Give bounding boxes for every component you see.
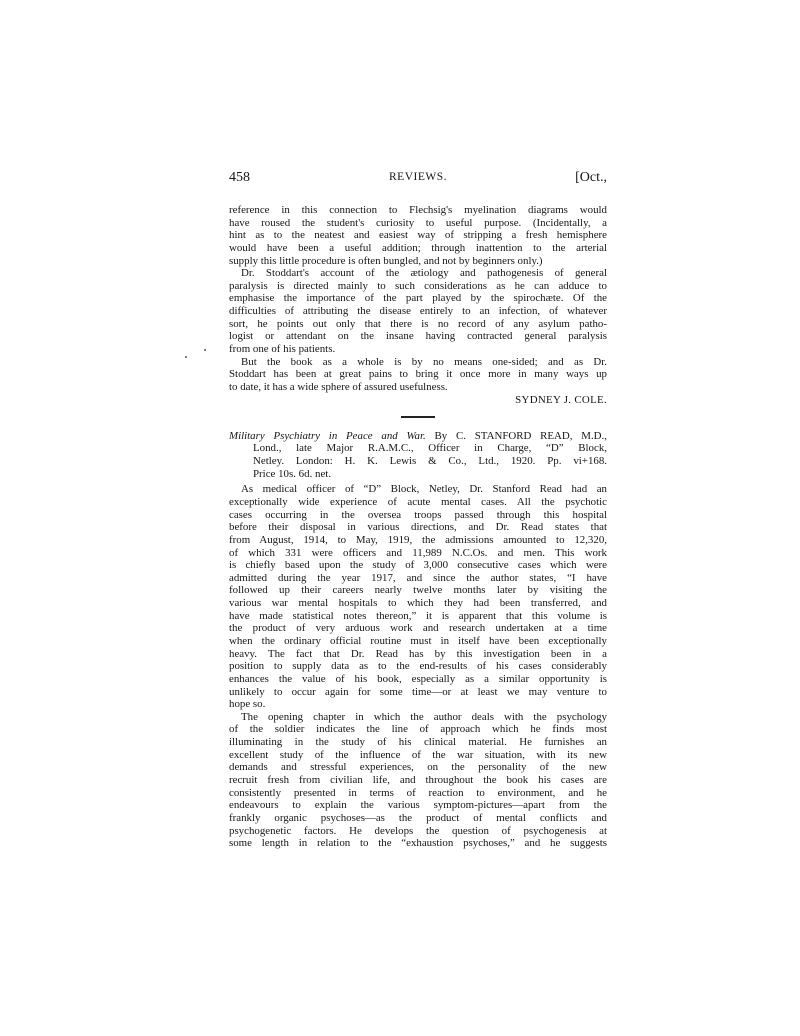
text-line: The opening chapter in which the author deals with the psychology	[241, 710, 607, 723]
text-line: paralysis is directed mainly to such considerations as he can adduce to	[229, 279, 607, 292]
text-line: cases occurring in the oversea troops passed through this hospital	[229, 508, 607, 521]
text-line: is chiefly based upon the study of 3,000 consecutive cases which were	[229, 559, 607, 572]
text-line: admitted during the year 1917, and since the author states, “I have	[229, 571, 607, 584]
text-line: As medical officer of “D” Block, Netley, Dr. Stanford Read had an	[241, 483, 607, 496]
text-line: of the soldier indicates the line of approach which he finds most	[229, 723, 607, 736]
citation-line: Netley. London: H. K. Lewis & Co., Ltd., 1920. Pp. vi+168.	[253, 455, 607, 468]
text-line: enhances the value of his book, especially as a similar opportunity is	[229, 672, 607, 685]
text-line: consistently presented in terms of reaction to environment, and he	[229, 786, 607, 799]
text-line: position to supply data as to the end-results of his cases considerably	[229, 660, 607, 673]
text-line: exceptionally wide experience of acute mental cases. All the psychotic	[229, 495, 607, 508]
citation-line: Price 10s. 6d. net.	[253, 467, 332, 480]
text-line: recruit fresh from civilian life, and throughout the book his cases are	[229, 774, 607, 787]
text-line: Dr. Stoddart's account of the ætiology and pathogenesis of general	[241, 267, 607, 280]
text-line: logist or attendant on the insane having contracted general paralysis	[229, 330, 607, 343]
margin-speck	[204, 349, 206, 351]
text-line: from one of his patients.	[229, 343, 336, 356]
text-line: frankly organic psychoses—as the product of mental conflicts and	[229, 811, 607, 824]
issue-label: [Oct.,	[575, 170, 607, 185]
text-line: from August, 1914, to May, 1919, the admissions amounted to 12,320,	[229, 533, 607, 546]
text-line: have made statistical notes thereon,” it is apparent that this volume is	[229, 609, 607, 622]
section-divider	[401, 416, 435, 418]
text-line: illuminating in the study of his clinical material. He furnishes an	[229, 736, 607, 749]
text-line: hint as to the neatest and easiest way of stripping a fresh hemisphere	[229, 229, 607, 242]
text-line: excellent study of the influence of the war situation, with its new	[229, 748, 607, 761]
citation-author: By C. STANFORD READ, M.D.,	[434, 429, 607, 442]
section-title: REVIEWS.	[389, 171, 447, 183]
text-line: unlikely to occur again for some time—or at least we may venture to	[229, 685, 607, 698]
running-head	[229, 170, 607, 192]
reviewer-signature: SYDNEY J. COLE.	[515, 393, 607, 406]
text-line: when the ordinary official routine must in itself have been exceptionally	[229, 635, 607, 647]
text-line: demands and stressful experiences, on the personality of the new	[229, 761, 607, 774]
citation-line: Lond., late Major R.A.M.C., Officer in Charge, “D” Block,	[253, 442, 607, 455]
text-line: hope so.	[229, 698, 266, 711]
text-line: some length in relation to the “exhaustion psychoses,” and he suggests	[229, 837, 607, 850]
text-line: to date, it has a wide sphere of assured usefulness.	[229, 380, 448, 393]
text-line: But the book as a whole is by no means one-sided; and as Dr.	[241, 355, 607, 368]
text-line: the product of very arduous work and research undertaken at a time	[229, 622, 607, 635]
text-line: endeavours to explain the various symptom-pictures—apart from the	[229, 799, 607, 812]
text-line: have roused the student's curiosity to useful purpose. (Incidentally, a	[229, 216, 607, 229]
text-line: emphasise the importance of the part played by the spirochæte. Of the	[229, 292, 607, 305]
citation-line	[229, 430, 607, 443]
margin-speck	[185, 356, 187, 358]
text-line: difficulties of attributing the disease entirely to an infection, of whatever	[229, 305, 607, 318]
text-line: before their disposal in various directions, and Dr. Read states that	[229, 521, 607, 534]
text-line: Stoddart has been at great pains to bring it once more in many ways up	[229, 368, 607, 381]
book-title: Military Psychiatry in Peace and War.	[229, 429, 426, 442]
page-number: 458	[229, 170, 250, 185]
review-1	[229, 204, 607, 406]
text-line: psychogenetic factors. He develops the question of psychogenesis at	[229, 824, 607, 837]
text-line: reference in this connection to Flechsig's myelination diagrams would	[229, 204, 607, 216]
text-line: sort, he points out only that there is no record of any asylum patho-	[229, 317, 607, 330]
text-line: heavy. The fact that Dr. Read has by this investigation been in a	[229, 647, 607, 660]
text-line: of which 331 were officers and 11,989 N.C.Os. and men. This work	[229, 546, 607, 559]
text-line: followed up their careers nearly twelve months later by visiting the	[229, 584, 607, 597]
text-line: would have been a useful addition; through inattention to the arterial	[229, 241, 607, 254]
review-2	[229, 430, 607, 850]
text-line: supply this little procedure is often bungled, and not by beginners only.)	[229, 254, 543, 267]
journal-page	[229, 170, 607, 850]
text-line: various war mental hospitals to which they had been transferred, and	[229, 597, 607, 610]
